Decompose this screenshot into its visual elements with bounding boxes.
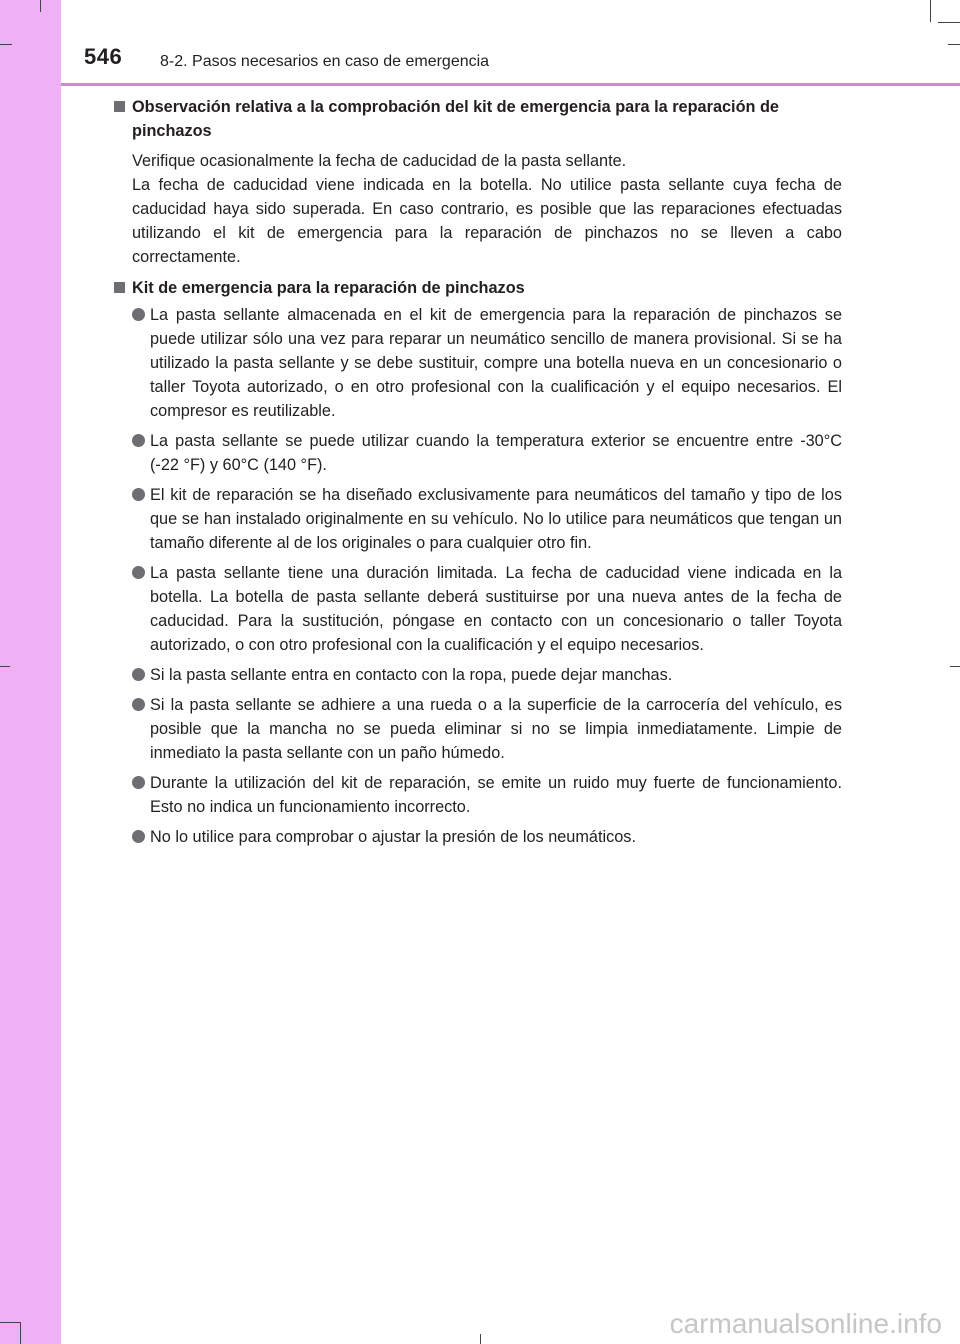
paragraph-line: La fecha de caducidad viene indicada en la botella. No utilice pasta sellante cuya fecha de caducidad haya sido superada. En caso contrario, es posible que las reparaciones efectuadas utilizando el kit de emergencia para la reparación de pinchazos no se lleven a cabo correctamente. [132, 176, 842, 266]
bullet-dot-icon [132, 830, 145, 843]
bullet-dot-icon [132, 488, 145, 501]
list-item-text: Si la pasta sellante entra en contacto con la ropa, puede dejar manchas. [150, 666, 673, 684]
list-item-text: Durante la utilización del kit de reparación, se emite un ruido muy fuerte de funcionamiento. Esto no indica un funcionamiento incorrecto. [150, 774, 842, 816]
paragraph [132, 149, 842, 269]
square-bullet-icon [114, 101, 125, 112]
crop-mark [938, 22, 960, 23]
section-heading: Observación relativa a la comprobación del kit de emergencia para la reparación de pinchazos [132, 98, 779, 140]
list-item [132, 483, 842, 555]
bullet-dot-icon [132, 566, 145, 579]
bullet-dot-icon [132, 776, 145, 789]
section-repair-kit [112, 276, 842, 300]
header-rule [61, 83, 960, 86]
bullet-dot-icon [132, 698, 145, 711]
crop-mark [930, 0, 931, 22]
crop-mark [20, 1322, 21, 1344]
list-item [132, 771, 842, 819]
list-item-text: La pasta sellante almacenada en el kit de emergencia para la reparación de pinchazos se puede utilizar sólo una vez para reparar un neumático sencillo de manera provisional. Si se ha utilizado la pasta sellante y se debe sustituir, compre una botella nueva en un concesionario o taller Toyota autorizado, o en otro profesional con la cualificación y el equipo necesarios. El compresor es reutilizable. [150, 306, 842, 420]
bullet-dot-icon [132, 308, 145, 321]
bullet-list [132, 303, 842, 849]
page-number: 546 [84, 44, 123, 69]
list-item [132, 663, 842, 687]
side-tab-bar [0, 0, 61, 1344]
page-content [112, 95, 842, 849]
list-item [132, 693, 842, 765]
list-item [132, 561, 842, 657]
bullet-dot-icon [132, 668, 145, 681]
section-heading: Kit de emergencia para la reparación de pinchazos [132, 279, 525, 297]
list-item [132, 825, 842, 849]
list-item-text: El kit de reparación se ha diseñado exclusivamente para neumáticos del tamaño y tipo de los que se han instalado originalmente en su vehículo. No lo utilice para neumáticos que tengan un tamaño diferente al de los originales o para cualquier otro fin. [150, 486, 842, 552]
bullet-dot-icon [132, 434, 145, 447]
crop-mark [0, 1322, 20, 1323]
list-item-text: No lo utilice para comprobar o ajustar la presión de los neumáticos. [150, 828, 636, 846]
paragraph-line: Verifique ocasionalmente la fecha de caducidad de la pasta sellante. [132, 152, 627, 170]
list-item-text: Si la pasta sellante se adhiere a una rueda o a la superficie de la carrocería del vehículo, es posible que la mancha no se pueda eliminar si no se limpia inmediatamente. Limpie de inmediato la pasta sellante con un paño húmedo. [150, 696, 842, 762]
list-item [132, 303, 842, 423]
square-bullet-icon [114, 282, 125, 293]
crop-mark [948, 44, 960, 45]
crop-mark [0, 666, 10, 667]
section-kit-check-note [112, 95, 842, 269]
crop-mark [950, 666, 960, 667]
crop-mark [480, 1334, 481, 1344]
section-title: 8-2. Pasos necesarios en caso de emergencia [160, 53, 490, 70]
crop-mark [40, 0, 41, 12]
list-item [132, 429, 842, 477]
crop-mark [0, 44, 12, 45]
list-item-text: La pasta sellante se puede utilizar cuando la temperatura exterior se encuentre entre -30°C (-22 °F) y 60°C (140 °F). [150, 432, 842, 474]
list-item-text: La pasta sellante tiene una duración limitada. La fecha de caducidad viene indicada en la botella. La botella de pasta sellante deberá sustituirse por una nueva antes de la fecha de caducidad. Para la sustitución, póngase en contacto con un concesionario o taller Toyota autorizado, o con otro profesional con la cualificación y el equipo necesarios. [150, 564, 842, 654]
watermark-text: carmanualsonline.info [669, 1308, 942, 1339]
